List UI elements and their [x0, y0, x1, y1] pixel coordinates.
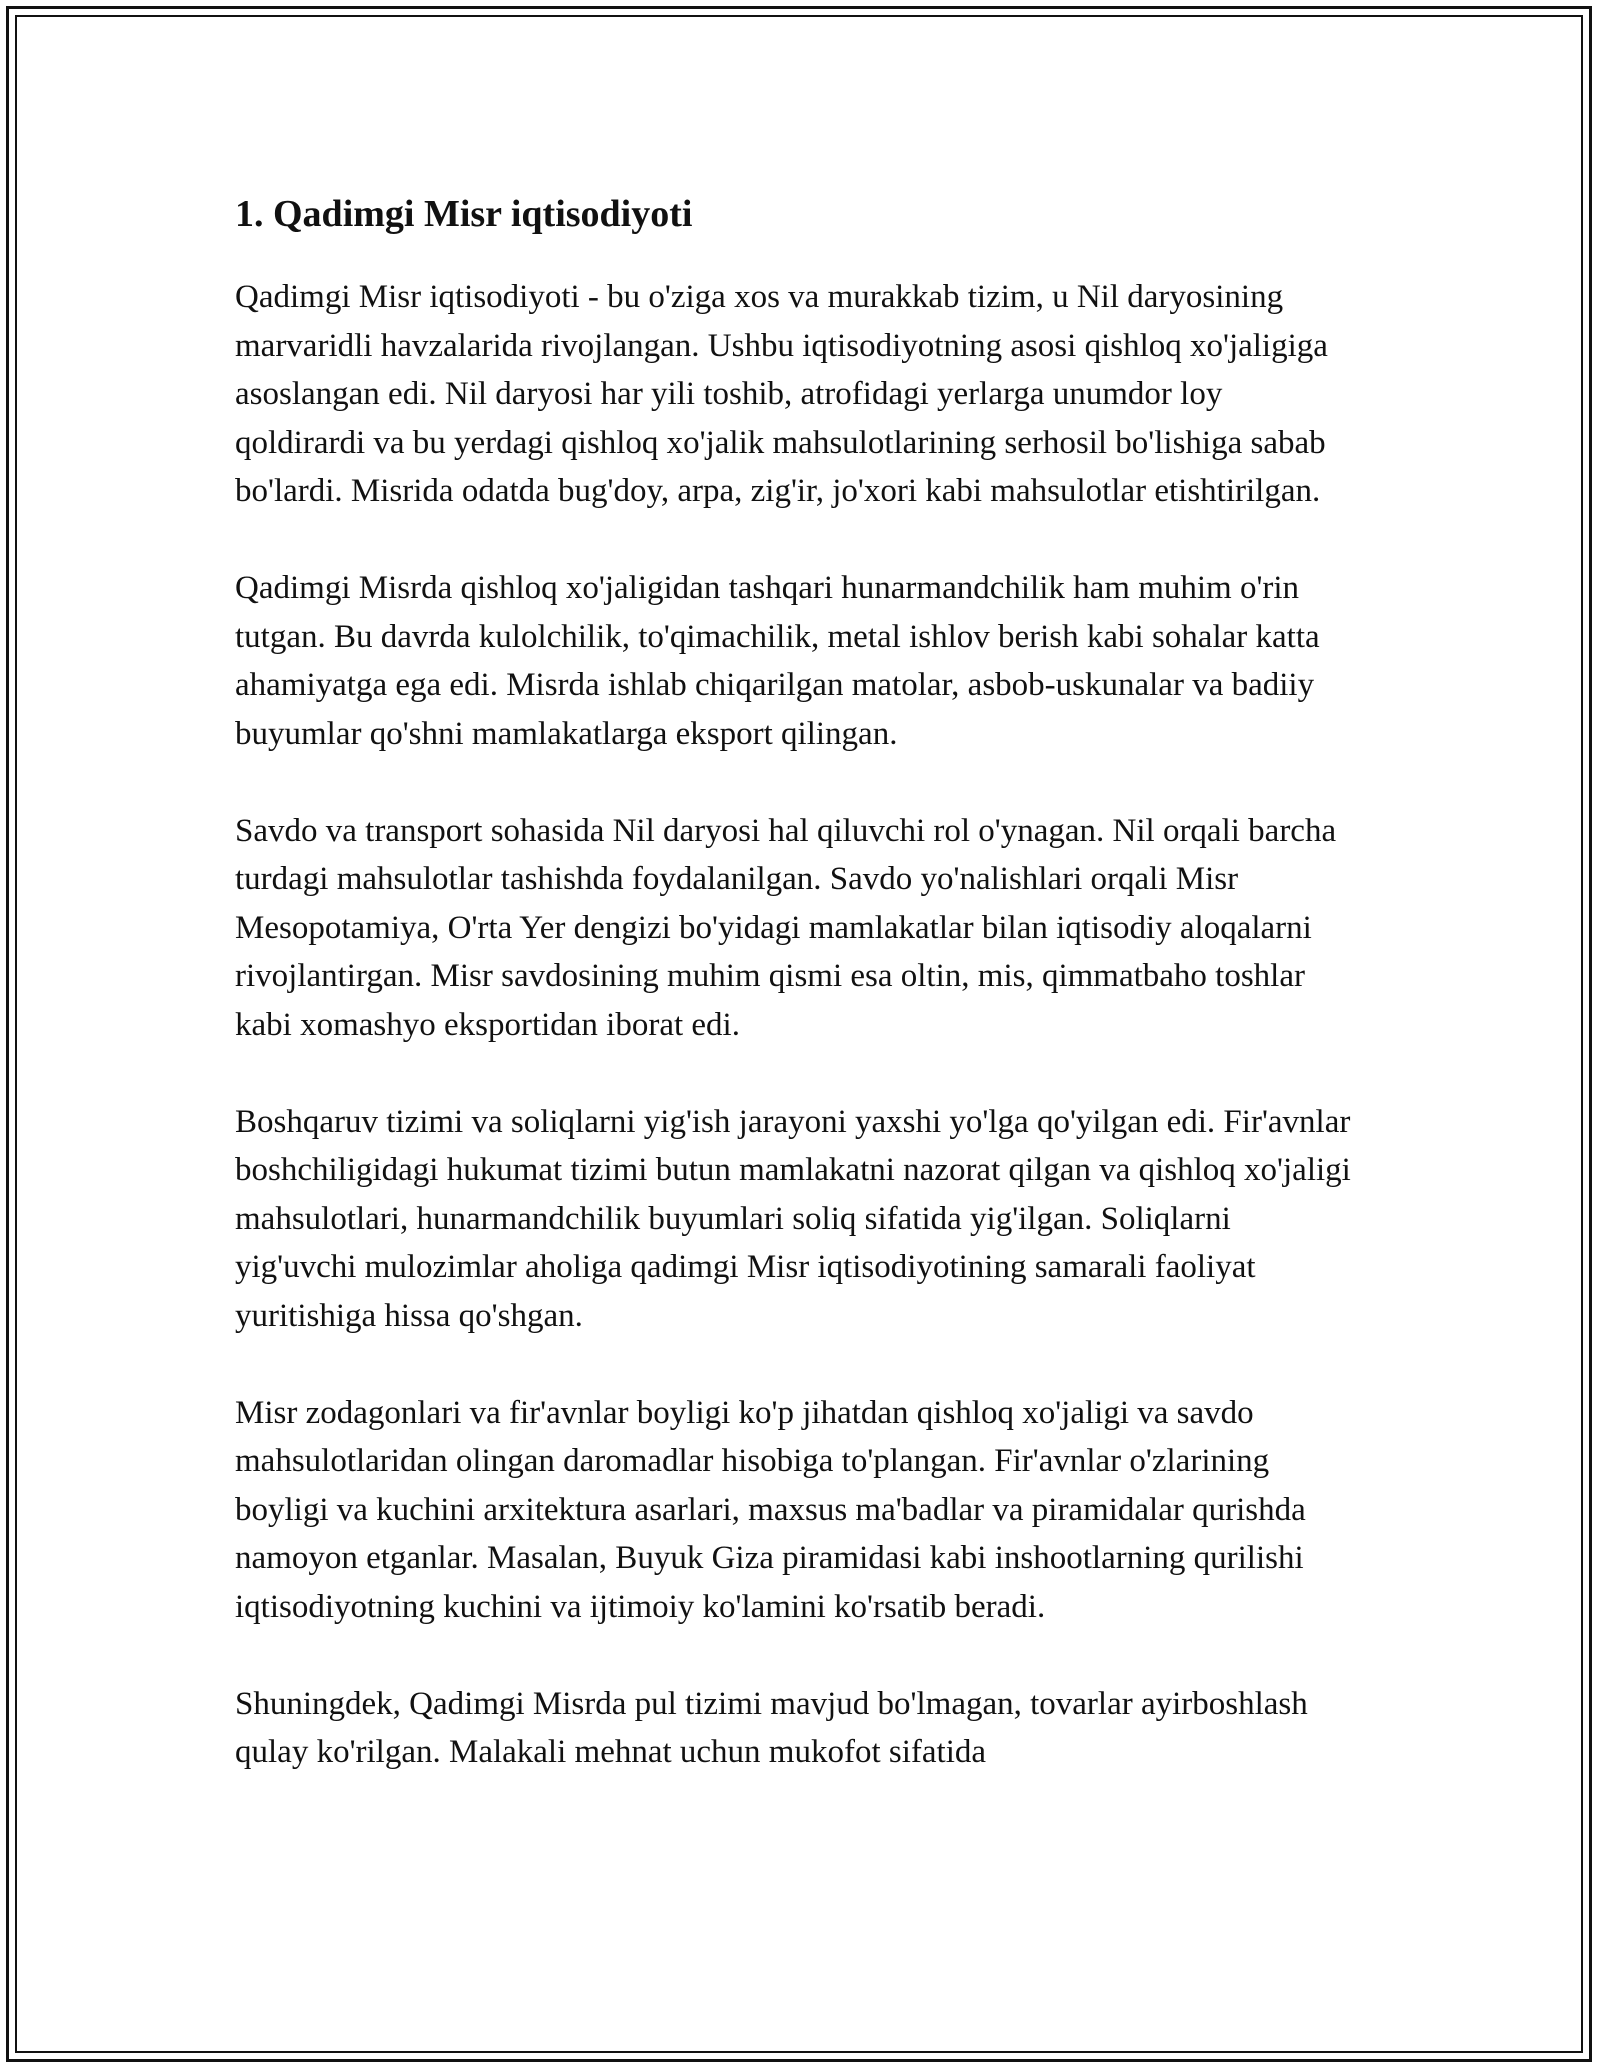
paragraph-3: Savdo va transport sohasida Nil daryosi hal qiluvchi rol o'ynagan. Nil orqali barcha turdagi mahsulotlar tashishda foydalanilgan. Savdo yo'nalishlari orqali Misr Mesopotamiya, O'rta Yer dengizi bo'yidagi mamlakatlar bilan iqtisodiy aloqalarni rivojlantirgan. Misr savdosining muhim qismi esa oltin, mis, qimmatbaho toshlar kabi xomashyo eksportidan iborat edi.	[235, 812, 1337, 1043]
paragraph-5: Misr zodagonlari va fir'avnlar boyligi ko'p jihatdan qishloq xo'jaligi va savdo mahsulotlaridan olingan daromadlar hisobiga to'plangan. Fir'avnlar o'zlarining boyligi va kuchini arxitektura asarlari, maxsus ma'badlar va piramidalar qurishda namoyon etganlar. Masalan, Buyuk Giza piramidasi kabi inshootlarning qurilishi iqtisodiyotning kuchini va ijtimoiy ko'lamini ko'rsatib beradi.	[235, 1394, 1306, 1625]
paragraph-4: Boshqaruv tizimi va soliqlarni yig'ish jarayoni yaxshi yo'lga qo'yilgan edi. Fir'avnlar boshchiligidagi hukumat tizimi butun mamlakatni nazorat qilgan va qishloq xo'jaligi mahsulotlari, hunarmandchilik buyumlari soliq sifatida yig'ilgan. Soliqlarni yig'uvchi mulozimlar aholiga qadimgi Misr iqtisodiyotining samarali faoliyat yuritishiga hissa qo'shgan.	[235, 1103, 1351, 1334]
paragraph-2: Qadimgi Misrda qishloq xo'jaligidan tashqari hunarmandchilik ham muhim o'rin tutgan. Bu davrda kulolchilik, to'qimachilik, metal ishlov berish kabi sohalar katta ahamiyatga ega edi. Misrda ishlab chiqarilgan matolar, asbob-uskunalar va badiiy buyumlar qo'shni mamlakatlarga eksport qilingan.	[235, 570, 1320, 752]
paragraph-6: Shuningdek, Qadimgi Misrda pul tizimi mavjud bo'lmagan, tovarlar ayirboshlash qulay ko'rilgan. Malakali mehnat uchun mukofot sifatida	[235, 1685, 1308, 1770]
section-heading: 1. Qadimgi Misr iqtisodiyoti	[235, 193, 693, 235]
paragraph-1: Qadimgi Misr iqtisodiyoti - bu o'ziga xos va murakkab tizim, u Nil daryosining marvaridli havzalarida rivojlangan. Ushbu iqtisodiyotning asosi qishloq xo'jaligiga asoslangan edi. Nil daryosi har yili toshib, atrofidagi yerlarga unumdor loy qoldirardi va bu yerdagi qishloq xo'jalik mahsulotlarining serhosil bo'lishiga sabab bo'lardi. Misrida odatda bug'doy, arpa, zig'ir, jo'xori kabi mahsulotlar etishtirilgan.	[235, 279, 1328, 509]
document-body	[235, 185, 1360, 1825]
